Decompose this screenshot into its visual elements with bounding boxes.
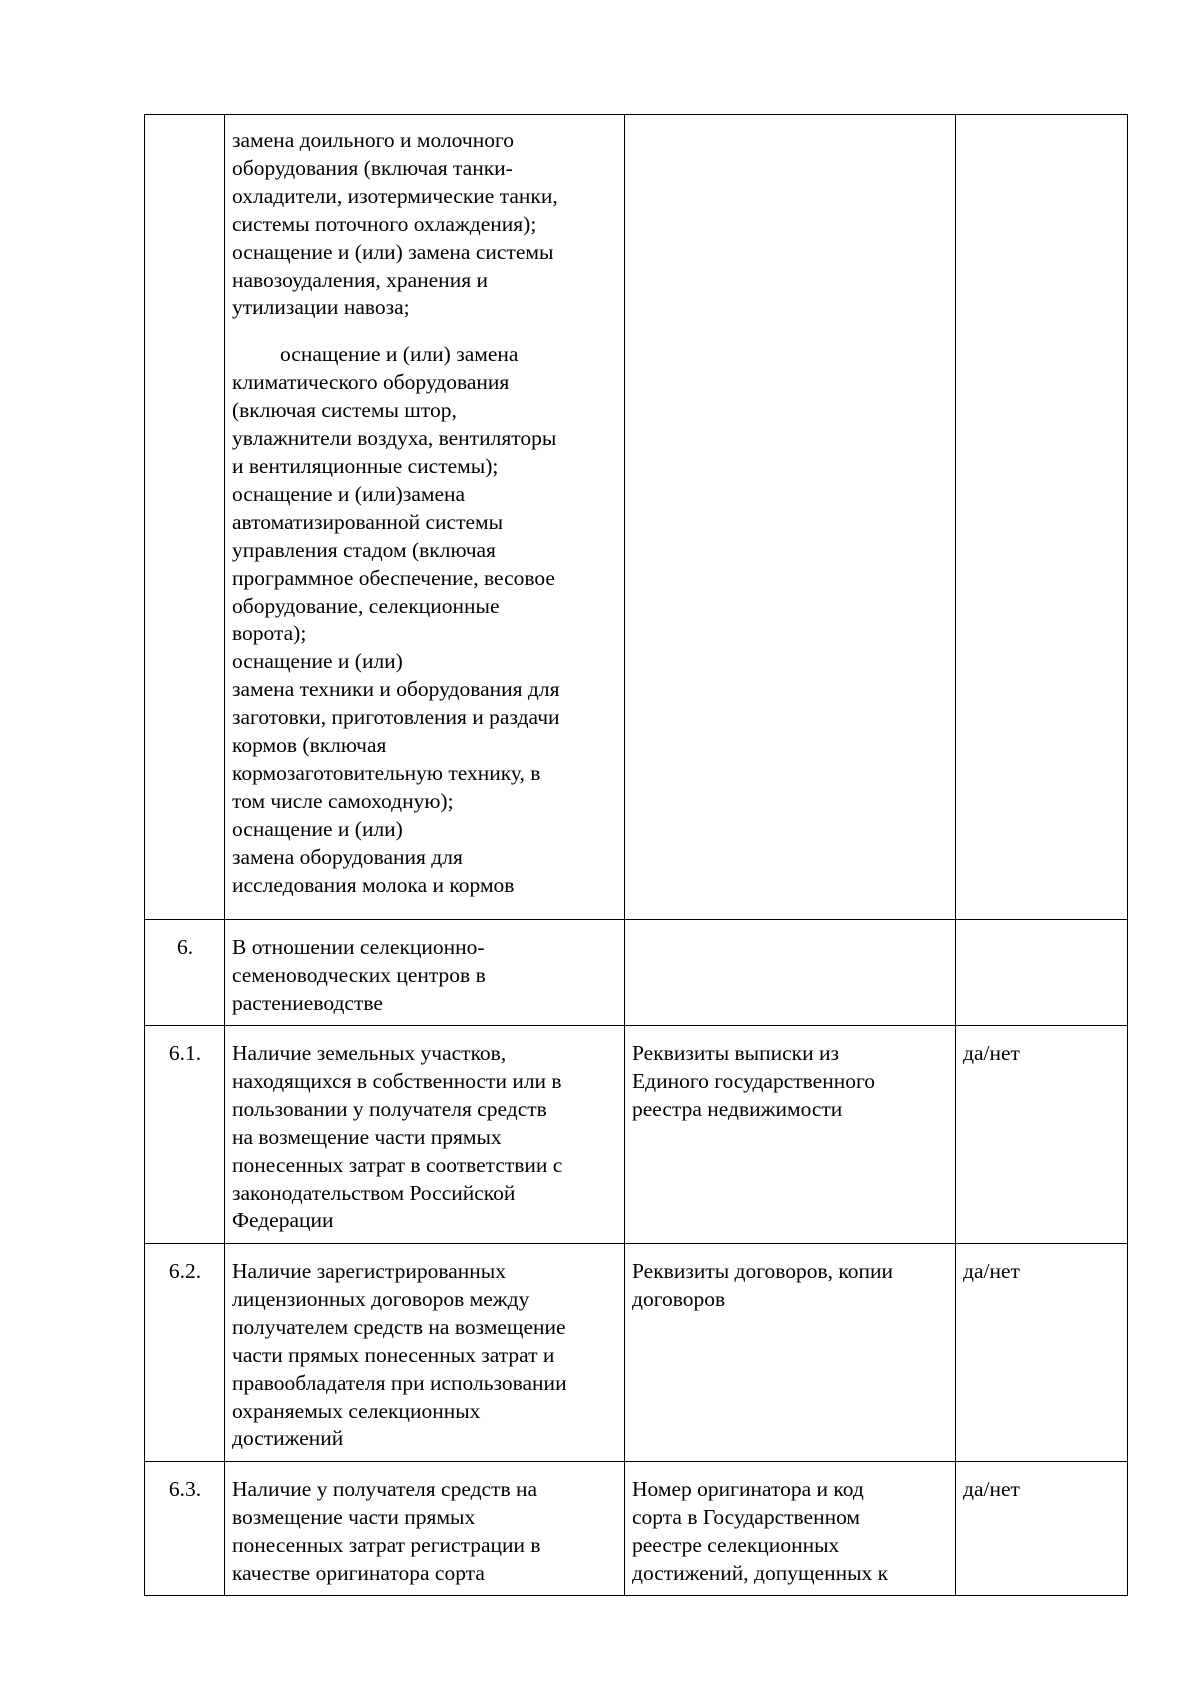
text-line: реестре селекционных	[632, 1532, 840, 1557]
text-line: лицензионных договоров между	[232, 1286, 530, 1311]
text-line: правообладателя при использовании	[232, 1370, 567, 1395]
cell-number	[145, 115, 225, 920]
text-line: охладители, изотермические танки,	[232, 183, 558, 208]
text-line: (включая системы штор,	[232, 398, 457, 423]
text-line: получателем средств на возмещение	[232, 1314, 566, 1339]
text-line: семеноводческих центров в	[232, 962, 486, 987]
criterion-paragraph-2	[232, 341, 618, 899]
table-row-6	[145, 920, 1128, 1026]
cell-criterion	[225, 1026, 625, 1244]
text-line: оснащение и (или) замена системы	[232, 239, 554, 264]
text-line: замена техники и оборудования для	[232, 677, 560, 702]
cell-value: да/нет	[956, 1244, 1128, 1462]
cell-value	[956, 920, 1128, 1026]
text-line: оснащение и (или)замена	[232, 481, 466, 506]
table-row-6-1	[145, 1026, 1128, 1244]
text-line: Федерации	[232, 1208, 334, 1233]
text-line: охраняемых селекционных	[232, 1398, 481, 1423]
table-row-continuation	[145, 115, 1128, 920]
text-line: сорта в Государственном	[632, 1504, 861, 1529]
text-line: оснащение и (или) замена	[280, 342, 519, 367]
text-line: договоров	[632, 1286, 726, 1311]
text-line: управления стадом (включая	[232, 537, 496, 562]
cell-criterion	[225, 920, 625, 1026]
cell-number: 6.	[145, 920, 225, 1026]
text-line: Наличие у получателя средств на	[232, 1477, 538, 1501]
text-line: В отношении селекционно-	[232, 935, 485, 959]
text-line: оснащение и (или)	[232, 649, 403, 674]
text-line: климатического оборудования	[232, 370, 510, 395]
criteria-table	[144, 114, 1128, 1596]
cell-value: да/нет	[956, 1462, 1128, 1596]
text-line: Реквизиты выписки из	[632, 1041, 840, 1065]
text-line: программное обеспечение, весовое	[232, 565, 555, 590]
cell-criterion	[225, 1244, 625, 1462]
cell-criterion	[225, 115, 625, 920]
cell-document	[625, 115, 956, 920]
text-line: на возмещение части прямых	[232, 1124, 502, 1149]
text-line: качестве оригинатора сорта	[232, 1560, 485, 1585]
text-line: исследования молока и кормов	[232, 872, 515, 897]
cell-number: 6.3.	[145, 1462, 225, 1596]
cell-document	[625, 1244, 956, 1462]
cell-document	[625, 920, 956, 1026]
text-line: утилизации навоза;	[232, 295, 410, 320]
cell-document	[625, 1026, 956, 1244]
criterion-paragraph-1	[232, 127, 618, 322]
cell-number: 6.2.	[145, 1244, 225, 1462]
text-line: оборудование, селекционные	[232, 593, 500, 618]
text-line: увлажнители воздуха, вентиляторы	[232, 426, 557, 451]
text-line: навозоудаления, хранения и	[232, 267, 488, 292]
text-line: оборудования (включая танки-	[232, 155, 513, 180]
text-line: растениеводстве	[232, 990, 383, 1015]
text-line: достижений, допущенных к	[632, 1560, 889, 1585]
text-line: Наличие зарегистрированных	[232, 1259, 506, 1283]
text-line: понесенных затрат регистрации в	[232, 1532, 541, 1557]
cell-criterion	[225, 1462, 625, 1596]
text-line: понесенных затрат в соответствии с	[232, 1152, 563, 1177]
text-line: Номер оригинатора и код	[632, 1477, 864, 1501]
cell-value: да/нет	[956, 1026, 1128, 1244]
text-line: замена оборудования для	[232, 844, 463, 869]
cell-document	[625, 1462, 956, 1596]
text-line: пользовании у получателя средств	[232, 1096, 547, 1121]
text-line: оснащение и (или)	[232, 816, 403, 841]
text-line: части прямых понесенных затрат и	[232, 1342, 555, 1367]
text-line: том числе самоходную);	[232, 788, 454, 813]
text-line: системы поточного охлаждения);	[232, 211, 537, 236]
paragraph-spacer	[232, 322, 618, 341]
table-row-6-3	[145, 1462, 1128, 1596]
text-line: достижений	[232, 1426, 344, 1451]
table-row-6-2	[145, 1244, 1128, 1462]
text-line: законодательством Российской	[232, 1180, 516, 1205]
cell-value	[956, 115, 1128, 920]
text-line: кормозаготовительную технику, в	[232, 760, 541, 785]
text-line: находящихся в собственности или в	[232, 1068, 562, 1093]
text-line: реестра недвижимости	[632, 1096, 843, 1121]
text-line: замена доильного и молочного	[232, 128, 514, 152]
text-line: Наличие земельных участков,	[232, 1041, 507, 1065]
text-line: кормов (включая	[232, 733, 387, 758]
text-line: Единого государственного	[632, 1068, 875, 1093]
text-line: заготовки, приготовления и раздачи	[232, 705, 560, 730]
text-line: автоматизированной системы	[232, 509, 504, 534]
cell-number: 6.1.	[145, 1026, 225, 1244]
text-line: возмещение части прямых	[232, 1504, 476, 1529]
text-line: ворота);	[232, 621, 307, 646]
text-line: и вентиляционные системы);	[232, 453, 499, 478]
text-line: Реквизиты договоров, копии	[632, 1259, 894, 1283]
